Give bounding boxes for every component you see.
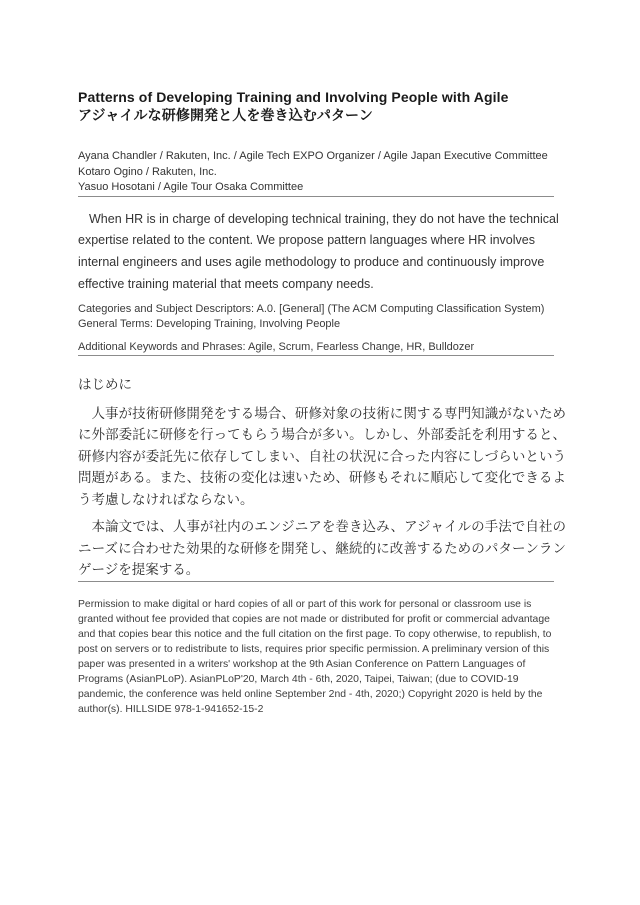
paper-title-english: Patterns of Developing Training and Involving People with Agile bbox=[78, 89, 509, 105]
general-terms-line: General Terms: Developing Training, Involving People bbox=[78, 317, 341, 330]
author-line-1: Ayana Chandler / Rakuten, Inc. / Agile Tech EXPO Organizer / Agile Japan Executive Committee bbox=[78, 150, 548, 162]
categories-line: Categories and Subject Descriptors: A.0. [General] (The ACM Computing Classification System) bbox=[78, 302, 545, 315]
introduction-heading: はじめに bbox=[78, 376, 132, 392]
author-list bbox=[78, 149, 566, 196]
keywords-line: Additional Keywords and Phrases: Agile, Scrum, Fearless Change, HR, Bulldozer bbox=[78, 340, 475, 353]
paper-title-japanese: アジャイルな研修開発と人を巻き込むパターン bbox=[78, 106, 373, 123]
paper-title bbox=[78, 89, 566, 124]
author-line-3: Yasuo Hosotani / Agile Tour Osaka Committee bbox=[78, 181, 304, 193]
divider-rule-middle bbox=[78, 355, 554, 356]
introduction-paragraph-1: 人事が技術研修開発をする場合、研修対象の技術に関する専門知識がないために外部委託に研修を行ってもらう場合が多い。しかし、外部委託を利用すると、研修内容が委託先に依存してしまい、自社の状況に合った内容にしづらいという問題がある。また、技術の変化は速いため、研修もそれに順応して変化できるよう考慮しなければならない。 bbox=[78, 405, 566, 507]
descriptors-block bbox=[78, 302, 566, 332]
author-line-2: Kotaro Ogino / Rakuten, Inc. bbox=[78, 165, 217, 178]
divider-rule-bottom bbox=[78, 581, 554, 582]
introduction-paragraph-2: 本論文では、人事が社内のエンジニアを巻き込み、アジャイルの手法で自社のニーズに合わせた効果的な研修を開発し、継続的に改善するためのパターンランゲージを提案する。 bbox=[78, 519, 566, 578]
permission-notice: Permission to make digital or hard copies of all or part of this work for personal or classroom use is granted without fee provided that copies are not made or distributed for profit or commercial advantage and that copies bear this notice and the full citation on the first page. To copy otherwise, to republish, to post on servers or to redistribute to lists, requires prior specific permission. A preliminary version of this paper was presented in a writers' workshop at the 9th Asian Conference on Pattern Languages of Programs (AsianPLoP). AsianPLoP'20, March 4th - 6th, 2020, Taipei, Taiwan; (due to COVID-19 pandemic, the conference was held online September 2nd - 4th, 2020;) Copyright 2020 is held by the author(s). HILLSIDE 978-1-941652-15-2 bbox=[78, 598, 552, 715]
abstract-paragraph: When HR is in charge of developing technical training, they do not have the technical expertise related to the content. We propose pattern languages where HR involves internal engineers and uses agile methodology to produce and continuously improve effective training material that meets company needs. bbox=[78, 211, 559, 291]
divider-rule-top bbox=[78, 196, 554, 197]
